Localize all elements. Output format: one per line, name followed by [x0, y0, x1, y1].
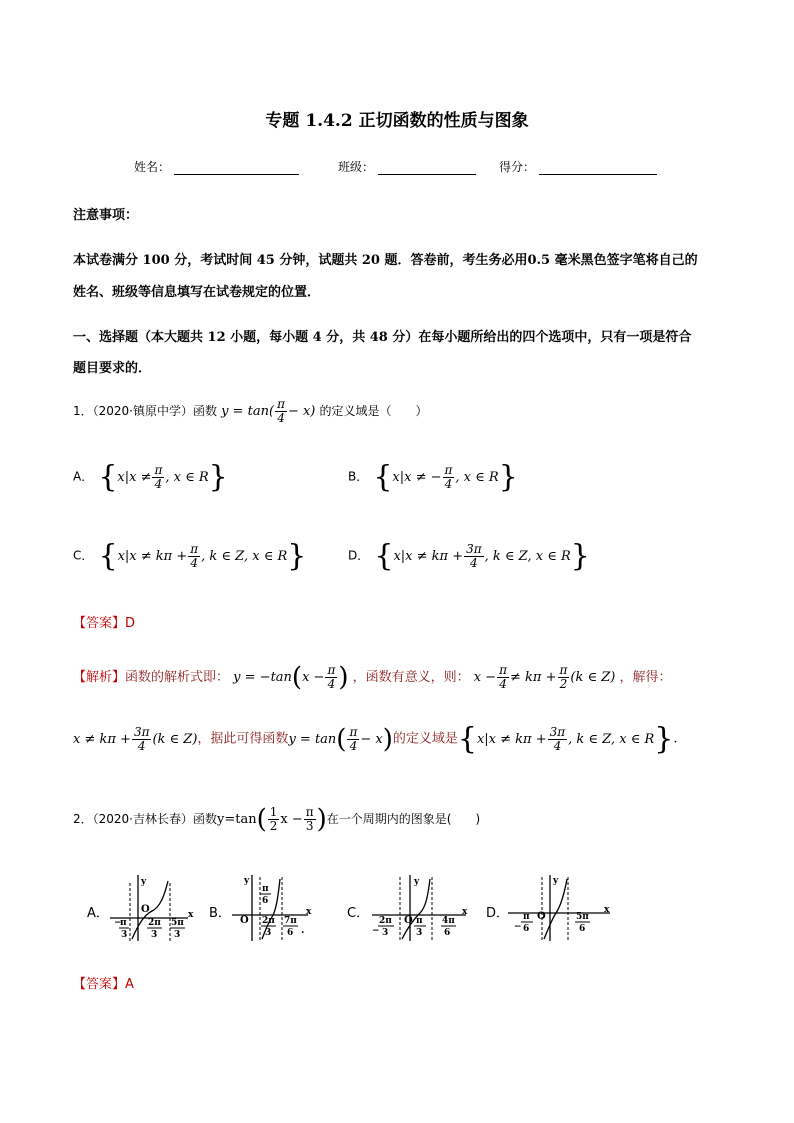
- svg-text:7π: 7π: [284, 916, 297, 926]
- answer-value: D: [125, 616, 136, 631]
- svg-text:5π: 5π: [171, 918, 184, 928]
- notice-line-2: 姓名、班级等信息填写在试卷规定的位置．: [73, 285, 321, 300]
- svg-text:6: 6: [523, 924, 530, 934]
- svg-text:−: −: [114, 918, 122, 928]
- svg-text:3: 3: [151, 930, 158, 940]
- notice-line-1: 本试卷满分 100 分，考试时间 45 分钟，试题共 20 题．答卷前，考生务必用0.5 毫米黑色签字笔将自己的: [73, 253, 698, 268]
- name-blank[interactable]: [174, 160, 299, 175]
- svg-text:π: π: [262, 884, 269, 894]
- svg-text:3: 3: [382, 928, 389, 938]
- svg-text:−: −: [372, 926, 380, 936]
- svg-text:x: x: [306, 907, 312, 917]
- svg-text:2π: 2π: [262, 916, 275, 926]
- question-2-answer: [73, 973, 134, 992]
- graph-option-c[interactable]: [370, 873, 470, 943]
- question-1-prefix: 1．（2020·镇原中学）函数: [73, 404, 217, 418]
- svg-text:6: 6: [287, 928, 294, 938]
- svg-text:y: y: [141, 877, 147, 887]
- graph-option-a[interactable]: [108, 873, 198, 943]
- score-field: [499, 158, 657, 175]
- svg-text:O: O: [404, 915, 413, 926]
- section-heading-line-1: 一、选择题（本大题共 12 小题，每小题 4 分，共 48 分）在每小题所给出的四个选项中，只有一项是符合: [73, 330, 692, 345]
- svg-text:2π: 2π: [148, 918, 161, 928]
- page-title: 专题 1.4.2 正切函数的性质与图象: [265, 111, 529, 131]
- svg-text:3: 3: [174, 930, 181, 940]
- svg-text:O: O: [537, 911, 546, 922]
- graph-option-d-label[interactable]: D．: [486, 906, 510, 921]
- svg-text:y: y: [553, 876, 559, 886]
- svg-text:x: x: [462, 907, 468, 917]
- svg-text:O: O: [141, 904, 150, 915]
- class-blank[interactable]: [378, 160, 476, 175]
- question-2-stem: 2．（2020·吉林长春）函数y=tan( $\frac{1}{2}$ x − $\frac{\pi}{3}$ )在一个周期内的图象是( ): [73, 804, 481, 835]
- svg-text:5π: 5π: [576, 912, 589, 922]
- svg-text:x: x: [188, 910, 194, 920]
- section-heading-line-2: 题目要求的．: [73, 361, 152, 376]
- graph-option-c-label[interactable]: C．: [347, 906, 370, 921]
- svg-text:6: 6: [444, 928, 451, 938]
- score-label: 得分：: [499, 160, 536, 174]
- svg-text:π: π: [416, 916, 423, 926]
- answer-label: 【答案】: [73, 977, 126, 992]
- option-b[interactable]: B． {x|x ≠ − $\frac{\pi}{4}$ , x ∈ R}: [348, 459, 518, 494]
- name-field: [134, 158, 299, 175]
- graph-option-d[interactable]: [506, 873, 612, 943]
- svg-text:−: −: [514, 922, 522, 932]
- svg-text:.: .: [301, 925, 305, 936]
- question-1-analysis-line-1: 【解析】函数的解析式即： y = −tan(x − $\frac{\pi}{4}$ ) ，函数有意义，则： x − $\frac{\pi}{4}$ ≠ kπ + $\frac{\pi}{2}$ (k ∈ Z) ，解得：: [73, 662, 672, 693]
- answer-label: 【答案】: [73, 616, 126, 631]
- answer-value: A: [125, 977, 134, 992]
- option-c[interactable]: C． {x|x ≠ kπ + $\frac{\pi}{4}$ , k ∈ Z, x ∈ R}: [73, 538, 307, 573]
- svg-text:y: y: [244, 876, 250, 886]
- class-label: 班级：: [338, 160, 375, 174]
- svg-text:3: 3: [416, 928, 423, 938]
- svg-text:6: 6: [579, 924, 586, 934]
- graph-option-b[interactable]: [230, 873, 320, 943]
- svg-text:3: 3: [265, 928, 272, 938]
- svg-text:2π: 2π: [379, 916, 392, 926]
- graph-option-b-label[interactable]: B．: [209, 906, 231, 921]
- graph-option-a-label[interactable]: A．: [87, 906, 109, 921]
- option-d[interactable]: D． {x|x ≠ kπ + $\frac{3\pi}{4}$ , k ∈ Z, x ∈ R}: [348, 538, 590, 573]
- question-1-stem: 1．（2020·镇原中学）函数 y = tan( $\frac{\pi}{4}$ − x) 的定义域是（ ）: [73, 397, 428, 425]
- svg-text:6: 6: [262, 896, 269, 906]
- svg-text:O: O: [240, 915, 249, 926]
- svg-text:π: π: [523, 912, 530, 922]
- svg-text:3: 3: [121, 930, 128, 940]
- class-field: [338, 158, 476, 175]
- svg-text:4π: 4π: [442, 916, 455, 926]
- name-label: 姓名：: [134, 160, 171, 174]
- score-blank[interactable]: [539, 160, 657, 175]
- question-1-analysis-line-2: x ≠ kπ + $\frac{3\pi}{4}$ (k ∈ Z)，据此可得函数y = tan( $\frac{\pi}{4}$ − x)的定义域是{x|x ≠ kπ + $\frac{3\pi}{4}$ , k ∈ Z, x ∈ R}.: [73, 721, 678, 756]
- notice-heading: 注意事项：: [73, 208, 139, 223]
- option-a[interactable]: A． {x|x ≠ $\frac{\pi}{4}$ , x ∈ R}: [73, 459, 228, 494]
- analysis-label: 【解析】: [73, 670, 126, 685]
- svg-text:π: π: [120, 918, 127, 928]
- question-1-answer: [73, 612, 135, 631]
- question-2-prefix: 2．（2020·吉林长春）函数: [73, 812, 217, 826]
- svg-text:x: x: [604, 905, 610, 915]
- svg-text:y: y: [414, 877, 420, 887]
